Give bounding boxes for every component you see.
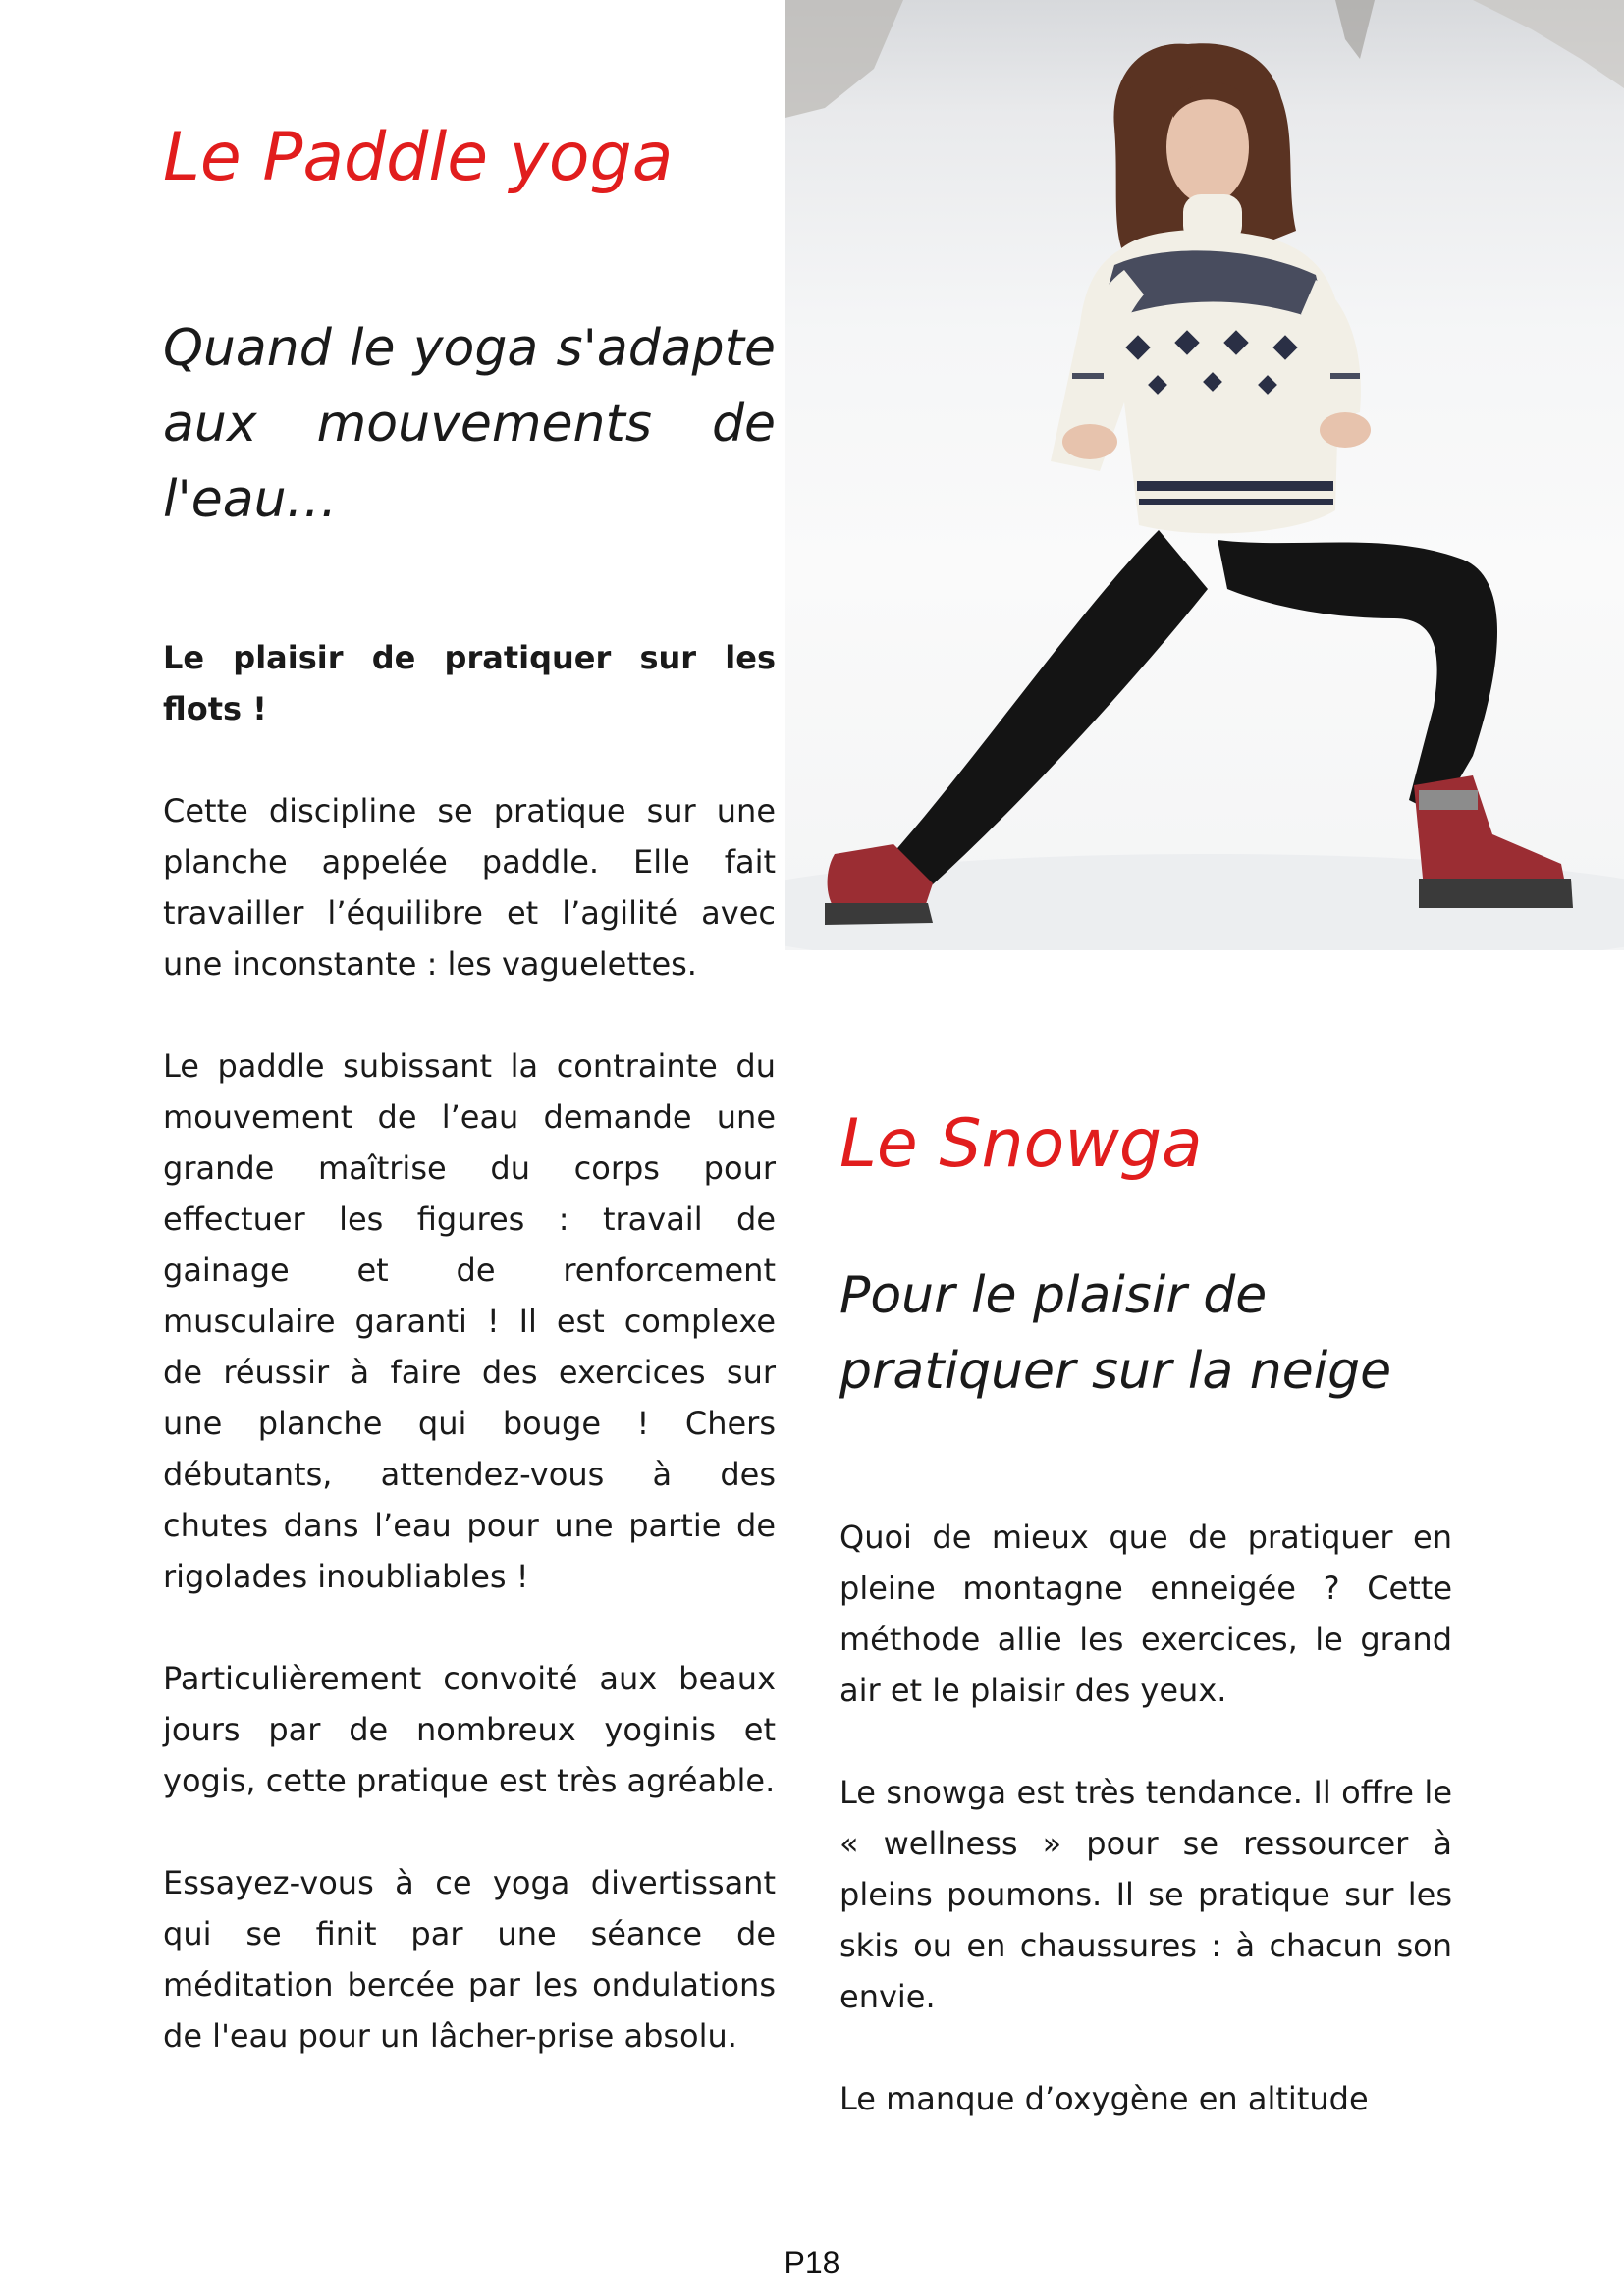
snowga-body — [839, 1512, 1452, 2124]
snowga-subtitle: Pour le plaisir de pratiquer sur la neige — [839, 1265, 1392, 1401]
page-number: P18 — [784, 2245, 840, 2280]
snowga-title: Le Snowga — [839, 1105, 1203, 1183]
paddle-paragraph: Le paddle subissant la contrainte du mouvement de l’eau demande une grande maîtrise du corps pour effectuer les figures : travail de gainage et de renforcement musculaire garanti ! Il est complexe de réussir à faire des exercices sur une planche qui bouge ! Chers débutants, attendez-vous à des chutes dans l’eau pour une partie de rigolades inoubliables ! — [163, 1046, 776, 1595]
paddle-paragraph: Particulièrement convoité aux beaux jours par de nombreux yoginis et yogis, cette pratique est très agréable. — [163, 1659, 776, 1799]
paddle-yoga-subtitle: Quand le yoga s'adapte aux mouvements de l'eau… — [163, 318, 776, 529]
snowga-paragraph: Quoi de mieux que de pratiquer en pleine montagne enneigée ? Cette méthode allie les exercices, le grand air et le plaisir des yeux. — [839, 1518, 1452, 1709]
paddle-yoga-lead: Le plaisir de pratiquer sur les flots ! — [163, 638, 776, 727]
snowga-paragraph: Le manque d’oxygène en altitude — [839, 2079, 1369, 2117]
woman-in-snow-illustration — [785, 0, 1624, 950]
snowga-section — [839, 1104, 1452, 2124]
paddle-yoga-title: Le Paddle yoga — [163, 119, 674, 196]
paddle-paragraph: Essayez-vous à ce yoga divertissant qui se finit par une séance de méditation bercée par les ondulations de l'eau pour un lâcher-prise absolu. — [163, 1863, 776, 2055]
snowga-paragraph: Le snowga est très tendance. Il offre le « wellness » pour se ressourcer à pleins poumons. Il se pratique sur les skis ou en chaussures : à chacun son envie. — [839, 1773, 1452, 2015]
paddle-yoga-section — [163, 118, 776, 2112]
snowga-photo — [785, 0, 1624, 950]
paddle-paragraph: Cette discipline se pratique sur une planche appelée paddle. Elle fait travailler l’équilibre et l’agilité avec une inconstante : les vaguelettes. — [163, 791, 776, 983]
